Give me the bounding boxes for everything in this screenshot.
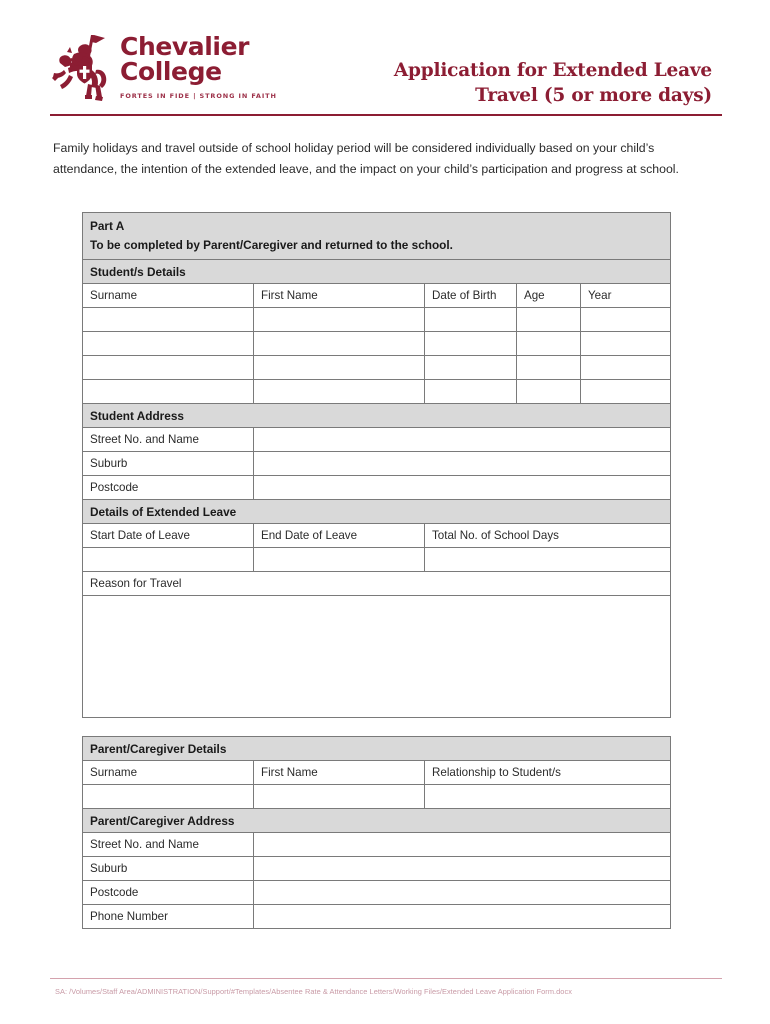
reason-for-travel-input[interactable] bbox=[83, 596, 671, 718]
footer-divider bbox=[50, 978, 722, 979]
student-year-input-3[interactable] bbox=[581, 356, 671, 380]
student-surname-input-1[interactable] bbox=[83, 308, 254, 332]
caregiver-address-heading: Parent/Caregiver Address bbox=[83, 809, 671, 833]
parent-caregiver-table bbox=[82, 736, 671, 929]
reason-for-travel-label: Reason for Travel bbox=[83, 572, 671, 596]
column-header-first-name: First Name bbox=[254, 284, 425, 308]
column-header-end-date: End Date of Leave bbox=[254, 524, 425, 548]
student-first-name-input-4[interactable] bbox=[254, 380, 425, 404]
caregiver-street-label: Street No. and Name bbox=[83, 833, 254, 857]
caregiver-postcode-input[interactable] bbox=[254, 881, 671, 905]
part-a-label: Part A bbox=[90, 219, 125, 233]
page-header bbox=[0, 0, 770, 122]
caregiver-postcode-label: Postcode bbox=[83, 881, 254, 905]
caregiver-address-heading-row bbox=[83, 809, 671, 833]
reason-label-row bbox=[83, 572, 671, 596]
student-surname-input-2[interactable] bbox=[83, 332, 254, 356]
caregiver-surname-input[interactable] bbox=[83, 785, 254, 809]
caregiver-details-heading-row bbox=[83, 737, 671, 761]
caregiver-first-name-input[interactable] bbox=[254, 785, 425, 809]
student-postcode-label: Postcode bbox=[83, 476, 254, 500]
column-header-caregiver-first-name: First Name bbox=[254, 761, 425, 785]
student-surname-input-4[interactable] bbox=[83, 380, 254, 404]
student-age-input-2[interactable] bbox=[517, 332, 581, 356]
header-divider bbox=[50, 114, 722, 116]
part-a-heading-cell bbox=[83, 213, 671, 260]
student-year-input-1[interactable] bbox=[581, 308, 671, 332]
student-address-heading-row bbox=[83, 404, 671, 428]
table-row bbox=[83, 428, 671, 452]
table-row bbox=[83, 881, 671, 905]
knight-on-horseback-icon bbox=[50, 32, 112, 102]
page-title bbox=[292, 58, 712, 108]
student-dob-input-1[interactable] bbox=[425, 308, 517, 332]
student-dob-input-4[interactable] bbox=[425, 380, 517, 404]
student-dob-input-3[interactable] bbox=[425, 356, 517, 380]
table-row bbox=[83, 356, 671, 380]
column-header-surname: Surname bbox=[83, 284, 254, 308]
intro-paragraph: Family holidays and travel outside of school holiday period will be considered individually based on your child’s attendance, the intention of the extended leave, and the impact on your child’s participation and progress at school. bbox=[53, 141, 679, 176]
column-header-age: Age bbox=[517, 284, 581, 308]
caregiver-column-header-row bbox=[83, 761, 671, 785]
part-a-header-row bbox=[83, 213, 671, 260]
caregiver-suburb-input[interactable] bbox=[254, 857, 671, 881]
table-row bbox=[83, 476, 671, 500]
student-details-column-header-row bbox=[83, 284, 671, 308]
extended-leave-column-header-row bbox=[83, 524, 671, 548]
caregiver-details-heading: Parent/Caregiver Details bbox=[83, 737, 671, 761]
table-row bbox=[83, 332, 671, 356]
table-row bbox=[83, 548, 671, 572]
table-row bbox=[83, 905, 671, 929]
caregiver-phone-label: Phone Number bbox=[83, 905, 254, 929]
column-header-caregiver-surname: Surname bbox=[83, 761, 254, 785]
caregiver-street-input[interactable] bbox=[254, 833, 671, 857]
reason-input-row bbox=[83, 596, 671, 718]
column-header-relationship: Relationship to Student/s bbox=[425, 761, 671, 785]
student-surname-input-3[interactable] bbox=[83, 356, 254, 380]
student-details-heading: Student/s Details bbox=[83, 260, 671, 284]
part-a-instruction: To be completed by Parent/Caregiver and returned to the school. bbox=[90, 238, 453, 252]
student-address-heading: Student Address bbox=[83, 404, 671, 428]
student-age-input-1[interactable] bbox=[517, 308, 581, 332]
student-age-input-4[interactable] bbox=[517, 380, 581, 404]
student-dob-input-2[interactable] bbox=[425, 332, 517, 356]
student-details-heading-row bbox=[83, 260, 671, 284]
student-year-input-4[interactable] bbox=[581, 380, 671, 404]
page-title-line1: Application for Extended Leave bbox=[393, 60, 712, 81]
logo-name-line1: Chevalier bbox=[120, 32, 250, 61]
student-first-name-input-1[interactable] bbox=[254, 308, 425, 332]
student-age-input-3[interactable] bbox=[517, 356, 581, 380]
start-date-input[interactable] bbox=[83, 548, 254, 572]
table-row bbox=[83, 857, 671, 881]
student-postcode-input[interactable] bbox=[254, 476, 671, 500]
table-row bbox=[83, 833, 671, 857]
total-school-days-input[interactable] bbox=[425, 548, 671, 572]
extended-leave-heading-row bbox=[83, 500, 671, 524]
student-street-label: Street No. and Name bbox=[83, 428, 254, 452]
student-first-name-input-3[interactable] bbox=[254, 356, 425, 380]
column-header-start-date: Start Date of Leave bbox=[83, 524, 254, 548]
logo-wordmark bbox=[120, 32, 277, 100]
student-year-input-2[interactable] bbox=[581, 332, 671, 356]
column-header-year: Year bbox=[581, 284, 671, 308]
caregiver-suburb-label: Suburb bbox=[83, 857, 254, 881]
caregiver-phone-input[interactable] bbox=[254, 905, 671, 929]
table-row bbox=[83, 308, 671, 332]
school-logo bbox=[50, 32, 277, 102]
table-row bbox=[83, 452, 671, 476]
part-a-table bbox=[82, 212, 671, 718]
extended-leave-heading: Details of Extended Leave bbox=[83, 500, 671, 524]
column-header-date-of-birth: Date of Birth bbox=[425, 284, 517, 308]
table-row bbox=[83, 785, 671, 809]
column-header-total-school-days: Total No. of School Days bbox=[425, 524, 671, 548]
student-suburb-label: Suburb bbox=[83, 452, 254, 476]
footer-file-path: SA: /Volumes/Staff Area/ADMINISTRATION/Support/#Templates/Absentee Rate & Attendance Letters/Working Files/Extended Leave Application Form.docx bbox=[55, 987, 572, 996]
logo-tagline: FORTES IN FIDE | STRONG IN FAITH bbox=[120, 92, 277, 100]
caregiver-relationship-input[interactable] bbox=[425, 785, 671, 809]
page-title-line2: Travel (5 or more days) bbox=[475, 85, 712, 106]
logo-name-line2: College bbox=[120, 57, 222, 86]
student-suburb-input[interactable] bbox=[254, 452, 671, 476]
student-first-name-input-2[interactable] bbox=[254, 332, 425, 356]
table-row bbox=[83, 380, 671, 404]
student-street-input[interactable] bbox=[254, 428, 671, 452]
end-date-input[interactable] bbox=[254, 548, 425, 572]
